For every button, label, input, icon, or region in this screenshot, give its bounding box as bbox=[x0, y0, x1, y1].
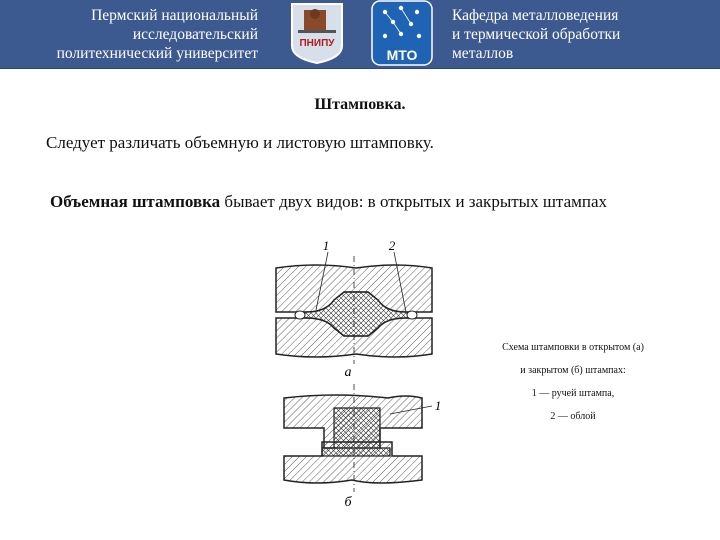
university-name-line: политехнический университет bbox=[56, 45, 258, 62]
stamping-term: Объемная штамповка bbox=[50, 192, 221, 211]
caption-line: 2 — облой bbox=[550, 411, 596, 422]
stamping-types-text: бывает двух видов: в открытых и закрытых штампах bbox=[220, 192, 608, 211]
figure-caption bbox=[468, 336, 678, 428]
closed-lower-die bbox=[284, 442, 422, 483]
stamping-types-paragraph bbox=[50, 192, 607, 212]
label-1: 1 bbox=[322, 238, 330, 253]
mto-logo-icon bbox=[371, 0, 433, 66]
mto-logo-text: МТО bbox=[386, 47, 418, 63]
department-name bbox=[452, 6, 712, 63]
flash-left bbox=[295, 311, 305, 319]
pnipu-logo-icon bbox=[288, 2, 346, 64]
label-1b: 1 bbox=[434, 398, 442, 413]
caption-line: 1 — ручей штампа, bbox=[531, 388, 615, 399]
department-name-line: металлов bbox=[452, 45, 514, 62]
flash-right bbox=[407, 311, 417, 319]
slide-title: Штамповка. bbox=[314, 96, 406, 113]
pnipu-logo-text: ПНИПУ bbox=[299, 38, 335, 49]
university-name bbox=[0, 6, 258, 63]
caption-line: Схема штамповки в открытом (а) bbox=[502, 342, 644, 353]
university-name-line: Пермский национальный bbox=[91, 7, 258, 24]
label-a: а bbox=[344, 365, 352, 380]
stamping-diagram bbox=[256, 238, 456, 538]
label-2: 2 bbox=[388, 238, 396, 253]
department-name-line: и термической обработки bbox=[452, 26, 621, 43]
department-name-line: Кафедра металловедения bbox=[452, 7, 619, 24]
intro-paragraph: Следует различать объемную и листовую штамповку. bbox=[46, 133, 434, 152]
label-b: б bbox=[344, 495, 352, 510]
caption-line: и закрытом (б) штампах: bbox=[520, 365, 626, 376]
university-name-line: исследовательский bbox=[132, 26, 258, 43]
slide-header bbox=[0, 0, 720, 69]
